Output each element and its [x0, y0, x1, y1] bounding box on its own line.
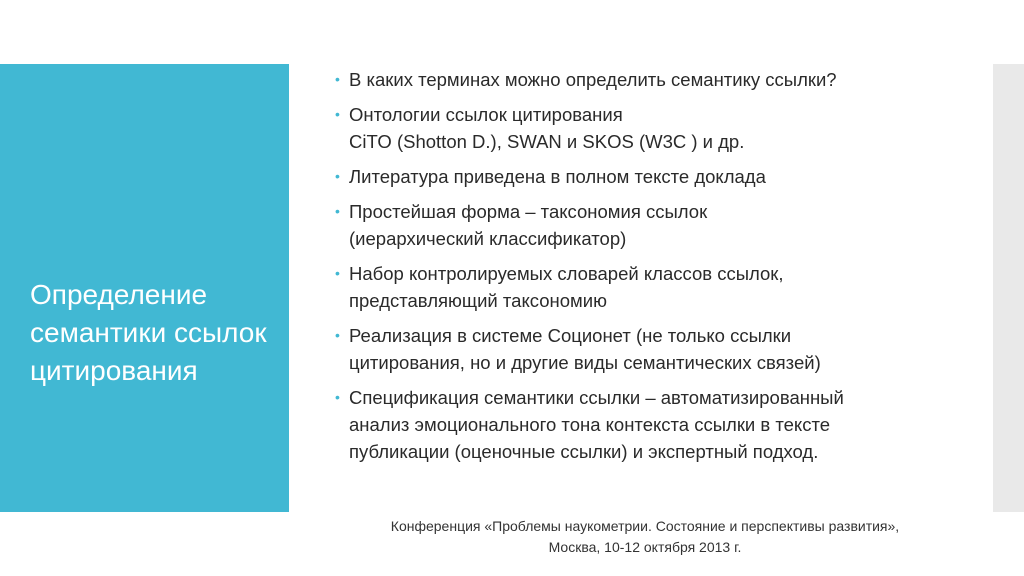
- bullet-icon: •: [335, 71, 340, 87]
- bullet-item: [335, 322, 955, 376]
- bullet-item: [335, 198, 955, 252]
- slide-title: Определение семантики ссылок цитирования: [30, 279, 267, 386]
- title-panel: [0, 64, 289, 512]
- bullet-icon: •: [335, 106, 340, 122]
- bullet-icon: •: [335, 327, 340, 343]
- footer-line-location-date: Москва, 10-12 октября 2013 г.: [548, 539, 742, 555]
- bullet-list: [335, 66, 955, 473]
- bullet-icon: •: [335, 389, 340, 405]
- bullet-text: Набор контролируемых словарей классов ссылок, представляющий таксономию: [349, 263, 784, 311]
- bullet-icon: •: [335, 265, 340, 281]
- bullet-text: Спецификация семантики ссылки – автоматизированный анализ эмоционального тона контекста ссылки в тексте публикации (оценочные ссылки) и экспертный подход.: [349, 387, 844, 462]
- bullet-item: [335, 384, 955, 465]
- bullet-item: [335, 163, 955, 190]
- bullet-item: [335, 260, 955, 314]
- footer-line-conference: Конференция «Проблемы наукометрии. Состояние и перспективы развития»,: [390, 518, 900, 534]
- decorative-strip: [993, 64, 1024, 512]
- bullet-text: Реализация в системе Соционет (не только ссылки цитирования, но и другие виды семантических связей): [349, 325, 821, 373]
- bullet-item: [335, 101, 955, 155]
- bullet-text: Литература приведена в полном тексте доклада: [349, 166, 766, 187]
- slide-footer: [300, 516, 990, 558]
- bullet-text: В каких терминах можно определить семантику ссылки?: [349, 69, 837, 90]
- bullet-text: Простейшая форма – таксономия ссылок (иерархический классификатор): [349, 201, 708, 249]
- bullet-icon: •: [335, 203, 340, 219]
- bullet-icon: •: [335, 168, 340, 184]
- bullet-text: Онтологии ссылок цитирования CiTO (Shotton D.), SWAN и SKOS (W3C ) и др.: [349, 104, 745, 152]
- bullet-item: [335, 66, 955, 93]
